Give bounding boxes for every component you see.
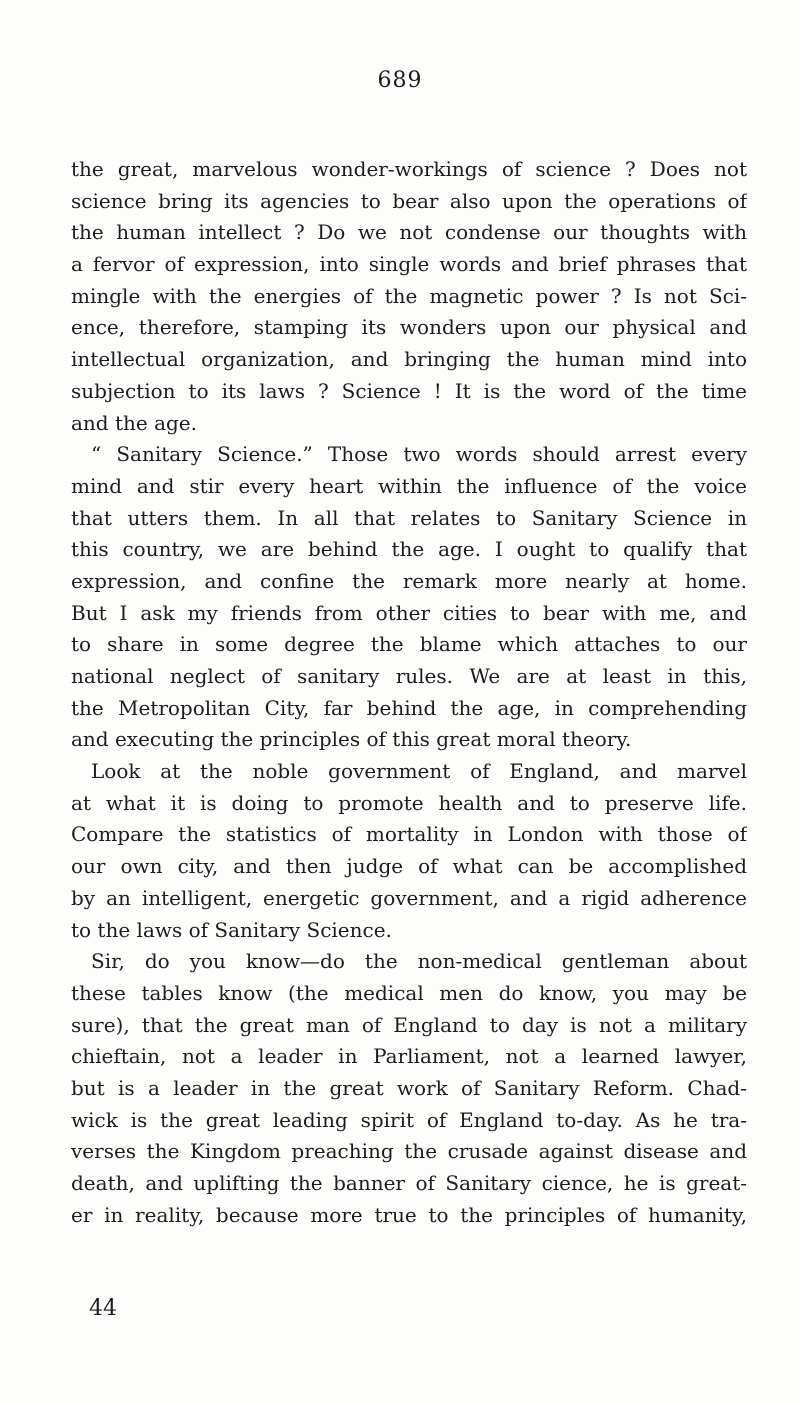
- text-line: to share in some degree the blame which attaches to our: [71, 632, 747, 657]
- text-line: the Metropolitan City, far behind the age, in comprehending: [71, 695, 747, 720]
- text-line: and executing the principles of this great moral theory.: [71, 727, 632, 752]
- text-line: chieftain, not a leader in Parliament, not a learned lawyer,: [71, 1044, 747, 1069]
- text-line: at what it is doing to promote health and to preserve life.: [71, 790, 747, 815]
- text-line: mind and stir every heart within the influence of the voice: [71, 473, 747, 498]
- text-line: and the age.: [71, 410, 197, 435]
- text-line: sure), that the great man of England to day is not a military: [71, 1012, 747, 1037]
- text-line: our own city, and then judge of what can be accomplished: [71, 854, 747, 879]
- text-line: But I ask my friends from other cities to bear with me, and: [71, 600, 747, 625]
- text-line: national neglect of sanitary rules. We are at least in this,: [71, 664, 747, 688]
- text-line: “ Sanitary Science.” Those two words should arrest every: [91, 442, 747, 467]
- text-line: verses the Kingdom preaching the crusade against disease and: [71, 1139, 747, 1164]
- text-line: science bring its agencies to bear also upon the operations of: [71, 188, 747, 213]
- text-line: a fervor of expression, into single words and brief phrases that: [71, 252, 747, 277]
- text-line: this country, we are behind the age. I ought to qualify that: [71, 537, 747, 562]
- text-line: expression, and confine the remark more nearly at home.: [71, 568, 747, 593]
- text-line: that utters them. In all that relates to Sanitary Science in: [71, 505, 747, 530]
- text-line: intellectual organization, and bringing the human mind into: [71, 347, 747, 372]
- text-line: er in reality, because more true to the principles of humanity,: [71, 1202, 747, 1227]
- text-line: wick is the great leading spirit of England to-day. As he tra-: [71, 1107, 747, 1132]
- text-line: to the laws of Sanitary Science.: [71, 917, 392, 942]
- page-number: 689: [377, 68, 423, 93]
- text-line: these tables know (the medical men do know, you may be: [71, 980, 747, 1005]
- text-line: Sir, do you know—do the non-medical gentleman about: [91, 949, 747, 974]
- text-line: Look at the noble government of England, and marvel: [91, 759, 747, 784]
- body-text: [71, 154, 747, 1231]
- text-line: subjection to its laws ? Science ! It is the word of the time: [71, 378, 747, 403]
- text-line: Compare the statistics of mortality in London with those of: [71, 822, 747, 847]
- text-line: ence, therefore, stamping its wonders upon our physical and: [71, 315, 747, 340]
- text-line: but is a leader in the great work of Sanitary Reform. Chad-: [71, 1075, 747, 1100]
- text-line: by an intelligent, energetic government, and a rigid adherence: [71, 885, 747, 910]
- signature-mark: 44: [89, 1296, 117, 1321]
- text-line: death, and uplifting the banner of Sanitary cience, he is great-: [71, 1171, 747, 1195]
- text-line: the human intellect ? Do we not condense our thoughts with: [71, 220, 747, 245]
- text-line: the great, marvelous wonder-workings of science ? Does not: [71, 157, 747, 181]
- text-line: mingle with the energies of the magnetic power ? Is not Sci-: [71, 283, 747, 308]
